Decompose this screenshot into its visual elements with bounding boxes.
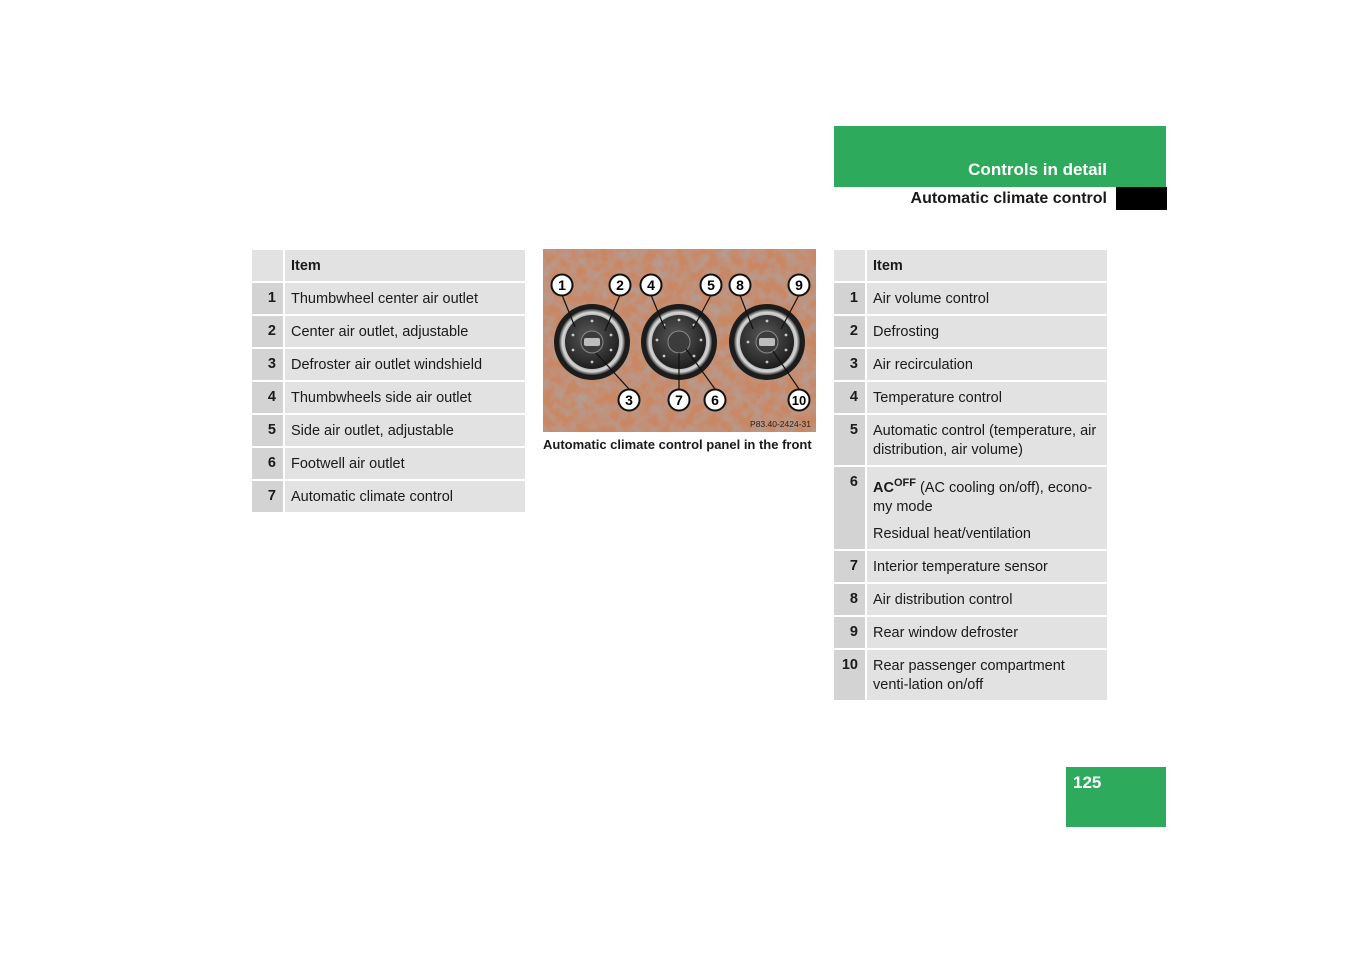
ac-description: (AC cooling on/off), econo-my mode — [873, 479, 1093, 515]
ac-off-line — [873, 474, 1101, 517]
row-text: Air distribution control — [866, 583, 1107, 616]
table-row — [834, 282, 1107, 315]
row-text: Defroster air outlet windshield — [284, 348, 525, 381]
callout-label: 9 — [795, 277, 803, 293]
row-num: 9 — [834, 616, 866, 649]
callout-5 — [701, 275, 722, 296]
header-item-cell: Item — [866, 250, 1107, 282]
row-text: Automatic climate control — [284, 480, 525, 513]
table-row — [252, 381, 525, 414]
table-row — [834, 315, 1107, 348]
callout-label: 3 — [625, 392, 633, 408]
figure-code: P83.40-2424-31 — [750, 419, 811, 429]
row-text: Footwell air outlet — [284, 447, 525, 480]
row-text: Rear window defroster — [866, 616, 1107, 649]
callout-10 — [789, 390, 810, 411]
row-num: 7 — [834, 550, 866, 583]
row-text: Thumbwheel center air outlet — [284, 282, 525, 315]
row-text: Interior temperature sensor — [866, 550, 1107, 583]
header-num-cell — [252, 250, 284, 282]
row-num: 1 — [252, 282, 284, 315]
callout-label: 7 — [675, 392, 683, 408]
table-row — [834, 583, 1107, 616]
row-num: 1 — [834, 282, 866, 315]
row-text: Thumbwheels side air outlet — [284, 381, 525, 414]
row-text: Air volume control — [866, 282, 1107, 315]
subsection-marker — [1116, 187, 1167, 210]
right-item-table — [834, 250, 1107, 702]
table-row — [252, 315, 525, 348]
row-text: Temperature control — [866, 381, 1107, 414]
row-text: Rear passenger compartment venti-lation on/off — [866, 649, 1107, 701]
row-num: 5 — [252, 414, 284, 447]
figure-caption: Automatic climate control panel in the front — [543, 437, 812, 452]
air-distribution-knob — [729, 304, 805, 380]
table-header-row — [834, 250, 1107, 282]
row-num: 6 — [834, 466, 866, 550]
table-row — [834, 466, 1107, 550]
header-num-cell — [834, 250, 866, 282]
table-row — [252, 348, 525, 381]
row-text: Side air outlet, adjustable — [284, 414, 525, 447]
row-num: 4 — [834, 381, 866, 414]
residual-heat-line: Residual heat/ventilation — [873, 525, 1031, 542]
table-row — [834, 649, 1107, 701]
row-num: 3 — [834, 348, 866, 381]
ac-label: AC — [873, 479, 894, 496]
table-row — [834, 381, 1107, 414]
table-row — [834, 616, 1107, 649]
left-item-table — [252, 250, 525, 514]
table-row — [834, 550, 1107, 583]
row-text: Center air outlet, adjustable — [284, 315, 525, 348]
off-superscript: OFF — [893, 477, 916, 489]
row-num: 8 — [834, 583, 866, 616]
callout-label: 4 — [647, 277, 655, 293]
callout-label: 5 — [707, 277, 715, 293]
callout-label: 2 — [616, 277, 624, 293]
table-row — [252, 414, 525, 447]
row-num: 7 — [252, 480, 284, 513]
air-volume-knob — [554, 304, 630, 380]
row-num: 2 — [834, 315, 866, 348]
header-item-cell: Item — [284, 250, 525, 282]
callout-6 — [705, 390, 726, 411]
section-header — [834, 126, 1166, 187]
callout-3 — [619, 390, 640, 411]
callout-label: 10 — [791, 393, 807, 408]
page-number-box — [1066, 767, 1166, 827]
table-header-row — [252, 250, 525, 282]
callout-9 — [789, 275, 810, 296]
callout-2 — [610, 275, 631, 296]
callout-4 — [641, 275, 662, 296]
section-title: Controls in detail — [968, 160, 1107, 179]
callout-label: 6 — [711, 392, 719, 408]
row-num: 6 — [252, 447, 284, 480]
row-num: 10 — [834, 649, 866, 701]
table-row — [834, 348, 1107, 381]
row-text: Automatic control (temperature, air distribution, air volume) — [866, 414, 1107, 466]
row-num: 5 — [834, 414, 866, 466]
row-num: 2 — [252, 315, 284, 348]
table-row — [252, 447, 525, 480]
climate-control-panel-photo — [543, 249, 816, 432]
subsection-title: Automatic climate control — [910, 190, 1107, 207]
table-row — [252, 282, 525, 315]
table-row — [834, 414, 1107, 466]
callout-label: 1 — [558, 277, 566, 293]
callout-8 — [730, 275, 751, 296]
row-num: 3 — [252, 348, 284, 381]
callout-label: 8 — [736, 277, 744, 293]
row-text: Defrosting — [866, 315, 1107, 348]
row-num: 4 — [252, 381, 284, 414]
row-text — [866, 466, 1107, 550]
table-row — [252, 480, 525, 513]
row-text: Air recirculation — [866, 348, 1107, 381]
page-number: 125 — [1073, 773, 1102, 792]
callout-1 — [552, 275, 573, 296]
callout-7 — [669, 390, 690, 411]
